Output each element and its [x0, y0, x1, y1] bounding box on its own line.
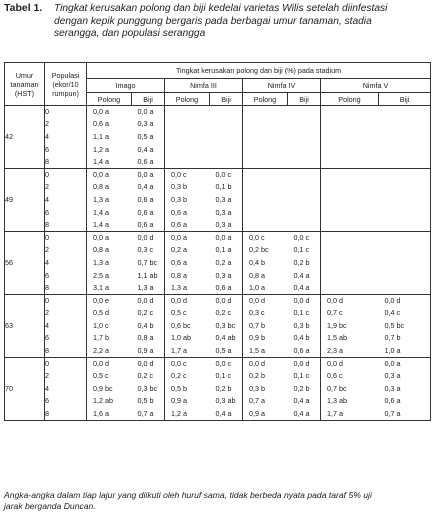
biji-value-cell: 0,2 a	[210, 257, 243, 270]
header-main: Tingkat kerusakan polong dan biji (%) pada stadium	[87, 63, 431, 79]
table-body	[5, 106, 431, 421]
biji-value-cell: 0,4 a	[288, 269, 321, 282]
polong-value-cell: 0,9 a	[243, 408, 288, 421]
biji-value-cell: 0,2 b	[288, 257, 321, 270]
biji-value-cell	[210, 131, 243, 144]
polong-value-cell: 0,6 a	[93, 119, 109, 129]
polong-value-cell: 1,1 a	[93, 131, 109, 141]
biji-value-cell	[379, 269, 431, 282]
biji-value-cell: 0,0 d	[132, 357, 165, 370]
polong-value-cell: 2,5 a	[93, 270, 109, 280]
population-cell: 2	[45, 370, 87, 383]
polong-value-cell: 0,9 a	[171, 396, 187, 406]
polong-value-cell: 0,5 b	[171, 383, 187, 393]
biji-value-cell: 0,0 a	[379, 357, 431, 370]
polong-value-cell: 1,3 a	[165, 282, 210, 295]
polong-value-cell: 0,8 a	[93, 182, 109, 192]
biji-value-cell	[379, 219, 431, 232]
damage-table	[4, 62, 431, 421]
table-row	[5, 168, 431, 181]
polong-value-cell	[165, 143, 210, 156]
table-row	[5, 408, 431, 421]
polong-value-cell	[243, 181, 288, 194]
caption-label: Tabel 1.	[4, 2, 43, 14]
table-row	[5, 194, 431, 207]
table-row	[5, 181, 431, 194]
table-row	[5, 257, 431, 270]
header-age	[5, 63, 45, 106]
biji-value-cell: 0,5 b	[132, 395, 165, 408]
header-biji: Biji	[132, 93, 165, 106]
table-row	[5, 282, 431, 295]
footnote-line-1: Angka-angka dalam tiap lajur yang diikuti oleh huruf sama, tidak berbeda nyata pada taraf 5% uji	[4, 490, 372, 500]
header-biji: Biji	[210, 93, 243, 106]
table-row	[5, 345, 431, 358]
biji-value-cell: 0,6 a	[288, 345, 321, 358]
polong-value-cell: 0,2 b	[249, 371, 265, 381]
biji-value-cell: 0,2 b	[210, 383, 243, 396]
biji-value-cell: 0,3 a	[379, 383, 431, 396]
polong-value-cell: 0,3 b	[171, 182, 187, 192]
polong-value-cell	[321, 219, 379, 232]
table-row	[5, 131, 431, 144]
header-age-line3: (HST)	[14, 88, 35, 98]
biji-value-cell: 0,0 a	[132, 106, 165, 119]
biji-value-cell: 0,3 a	[210, 194, 243, 207]
biji-value-cell	[379, 257, 431, 270]
biji-value-cell: 0,0 d	[132, 294, 165, 307]
biji-value-cell: 0,2 b	[288, 383, 321, 396]
polong-value-cell	[243, 194, 288, 207]
biji-value-cell: 0,5 a	[132, 131, 165, 144]
polong-value-cell: 0,6 a	[171, 257, 187, 267]
polong-value-cell: 1,0 c	[93, 320, 109, 330]
biji-value-cell: 0,4 a	[288, 408, 321, 421]
table-row	[5, 219, 431, 232]
biji-value-cell	[288, 206, 321, 219]
polong-value-cell	[321, 257, 379, 270]
biji-value-cell: 0,7 a	[132, 408, 165, 421]
caption-line-1	[4, 2, 442, 16]
polong-value-cell: 0,3 b	[249, 383, 265, 393]
biji-value-cell: 0,4 c	[379, 307, 431, 320]
polong-value-cell: 1,0 ab	[171, 333, 191, 343]
biji-value-cell: 0,4 a	[132, 181, 165, 194]
polong-value-cell	[321, 156, 379, 169]
biji-value-cell: 0,4 b	[132, 320, 165, 333]
polong-value-cell	[321, 106, 379, 119]
header-stage-nimfa-iii: Nimfa III	[165, 79, 243, 93]
biji-value-cell: 0,1 c	[288, 307, 321, 320]
population-cell: 8	[45, 282, 87, 295]
biji-value-cell: 0,7 a	[379, 408, 431, 421]
polong-value-cell	[165, 106, 210, 119]
polong-value-cell: 2,3 a	[321, 345, 379, 358]
polong-value-cell: 0,0 a	[165, 231, 210, 244]
polong-value-cell	[243, 143, 288, 156]
biji-value-cell	[379, 131, 431, 144]
header-pop-line1: Populasi	[51, 70, 80, 80]
biji-value-cell	[288, 118, 321, 131]
biji-value-cell: 0,0 c	[288, 231, 321, 244]
polong-value-cell: 1,6 a	[87, 408, 132, 421]
polong-value-cell: 1,7 b	[93, 333, 109, 343]
polong-value-cell: 0,2 a	[171, 245, 187, 255]
polong-value-cell: 0,0 d	[243, 294, 288, 307]
biji-value-cell: 0,7 bc	[132, 257, 165, 270]
polong-value-cell: 0,7 a	[249, 396, 265, 406]
population-cell: 4	[45, 257, 87, 270]
biji-value-cell: 0,3 a	[132, 118, 165, 131]
polong-value-cell: 0,9 bc	[93, 383, 113, 393]
biji-value-cell	[288, 143, 321, 156]
table-row	[5, 320, 431, 333]
table-row	[5, 231, 431, 244]
biji-value-cell: 0,6 a	[132, 219, 165, 232]
population-cell: 8	[45, 408, 87, 421]
age-cell: 63	[5, 294, 45, 357]
age-cell: 42	[5, 106, 45, 169]
polong-value-cell: 1,3 a	[93, 257, 109, 267]
biji-value-cell	[210, 143, 243, 156]
table-row	[5, 383, 431, 396]
biji-value-cell: 0,1 c	[288, 370, 321, 383]
polong-value-cell	[243, 206, 288, 219]
biji-value-cell: 0,0 d	[210, 294, 243, 307]
biji-value-cell: 0,1 b	[210, 181, 243, 194]
table-row	[5, 206, 431, 219]
header-biji: Biji	[379, 93, 431, 106]
polong-value-cell	[321, 269, 379, 282]
biji-value-cell: 0,6 a	[132, 206, 165, 219]
biji-value-cell: 0,4 a	[210, 408, 243, 421]
age-cell: 56	[5, 231, 45, 294]
biji-value-cell	[210, 106, 243, 119]
header-biji: Biji	[288, 93, 321, 106]
biji-value-cell: 0,6 a	[132, 156, 165, 169]
caption-line-2: dengan kepik punggung bergaris pada berbagai umur tanaman, stadia	[54, 15, 372, 27]
biji-value-cell: 0,0 a	[132, 168, 165, 181]
footnote-line-2: jarak berganda Duncan.	[4, 501, 96, 511]
polong-value-cell: 1,4 a	[93, 207, 109, 217]
polong-value-cell: 1,2 a	[93, 144, 109, 154]
biji-value-cell	[288, 219, 321, 232]
biji-value-cell	[288, 156, 321, 169]
biji-value-cell	[288, 194, 321, 207]
polong-value-cell: 0,6 a	[171, 207, 187, 217]
biji-value-cell: 0,3 ab	[210, 395, 243, 408]
biji-value-cell: 0,4 a	[288, 395, 321, 408]
biji-value-cell: 0,6 a	[132, 194, 165, 207]
biji-value-cell	[379, 206, 431, 219]
biji-value-cell: 0,2 c	[132, 370, 165, 383]
biji-value-cell: 1,0 a	[379, 345, 431, 358]
polong-value-cell: 0,0 a	[87, 231, 132, 244]
header-population	[45, 63, 87, 106]
polong-value-cell: 0,0 d	[321, 357, 379, 370]
table-row	[5, 143, 431, 156]
biji-value-cell: 0,5 bc	[379, 320, 431, 333]
table-row	[5, 395, 431, 408]
population-cell: 2	[45, 181, 87, 194]
polong-value-cell: 0,6 c	[327, 371, 343, 381]
polong-value-cell	[321, 244, 379, 257]
table-row	[5, 244, 431, 257]
population-cell: 4	[45, 131, 87, 144]
biji-value-cell: 0,1 c	[288, 244, 321, 257]
polong-value-cell: 1,4 a	[87, 156, 132, 169]
header-pop-line3: rumpun)	[52, 88, 79, 98]
biji-value-cell: 0,3 a	[379, 370, 431, 383]
population-cell: 0	[45, 168, 87, 181]
polong-value-cell	[165, 118, 210, 131]
polong-value-cell	[321, 282, 379, 295]
polong-value-cell: 1,2 a	[165, 408, 210, 421]
polong-value-cell	[243, 118, 288, 131]
polong-value-cell	[243, 106, 288, 119]
polong-value-cell: 0,8 a	[93, 245, 109, 255]
population-cell: 8	[45, 219, 87, 232]
population-cell: 0	[45, 106, 87, 119]
caption-line-3: serangga, dan populasi serangga	[54, 28, 206, 40]
polong-value-cell: 0,8 a	[171, 270, 187, 280]
biji-value-cell: 0,4 b	[288, 332, 321, 345]
polong-value-cell: 1,3 ab	[327, 396, 347, 406]
polong-value-cell	[165, 131, 210, 144]
biji-value-cell	[210, 118, 243, 131]
polong-value-cell: 0,0 c	[165, 168, 210, 181]
population-cell: 6	[45, 143, 87, 156]
population-cell: 0	[45, 357, 87, 370]
biji-value-cell: 0,9 a	[132, 345, 165, 358]
polong-value-cell: 0,9 b	[249, 333, 265, 343]
polong-value-cell: 1,0 a	[243, 282, 288, 295]
biji-value-cell	[288, 168, 321, 181]
polong-value-cell	[243, 156, 288, 169]
polong-value-cell	[243, 168, 288, 181]
polong-value-cell	[321, 231, 379, 244]
biji-value-cell: 0,3 a	[210, 269, 243, 282]
polong-value-cell: 0,0 d	[243, 357, 288, 370]
polong-value-cell: 1,7 a	[165, 345, 210, 358]
population-cell: 4	[45, 194, 87, 207]
biji-value-cell: 1,3 a	[132, 282, 165, 295]
population-cell: 8	[45, 156, 87, 169]
population-cell: 0	[45, 231, 87, 244]
biji-value-cell: 0,3 c	[132, 244, 165, 257]
age-cell: 70	[5, 357, 45, 420]
biji-value-cell: 0,8 a	[132, 332, 165, 345]
table-row	[5, 332, 431, 345]
table-row	[5, 370, 431, 383]
biji-value-cell: 0,6 a	[210, 282, 243, 295]
polong-value-cell	[321, 131, 379, 144]
polong-value-cell: 0,4 b	[249, 257, 265, 267]
header-stage-nimfa-v: Nimfa V	[321, 79, 431, 93]
biji-value-cell: 0,0 d	[288, 294, 321, 307]
polong-value-cell: 1,7 a	[321, 408, 379, 421]
polong-value-cell	[321, 118, 379, 131]
table-caption	[4, 2, 442, 41]
header-stage-imago: Imago	[87, 79, 165, 93]
biji-value-cell	[379, 282, 431, 295]
polong-value-cell	[165, 156, 210, 169]
table-row	[5, 357, 431, 370]
polong-value-cell	[321, 206, 379, 219]
polong-value-cell: 2,2 a	[87, 345, 132, 358]
header-polong: Polong	[87, 93, 132, 106]
biji-value-cell	[379, 194, 431, 207]
polong-value-cell: 1,5 ab	[327, 333, 347, 343]
biji-value-cell	[288, 131, 321, 144]
polong-value-cell: 0,8 a	[249, 270, 265, 280]
biji-value-cell: 0,1 c	[210, 370, 243, 383]
biji-value-cell: 0,7 b	[379, 332, 431, 345]
population-cell: 2	[45, 307, 87, 320]
biji-value-cell: 1,1 ab	[132, 269, 165, 282]
biji-value-cell: 0,0 c	[210, 168, 243, 181]
polong-value-cell: 0,5 d	[93, 308, 109, 318]
header-polong: Polong	[165, 93, 210, 106]
polong-value-cell	[321, 181, 379, 194]
polong-value-cell: 1,5 a	[243, 345, 288, 358]
polong-value-cell: 1,9 bc	[327, 320, 347, 330]
biji-value-cell	[379, 156, 431, 169]
biji-value-cell	[379, 244, 431, 257]
polong-value-cell: 3,1 a	[87, 282, 132, 295]
header-polong: Polong	[243, 93, 288, 106]
biji-value-cell: 0,3 bc	[210, 320, 243, 333]
population-cell: 6	[45, 206, 87, 219]
polong-value-cell: 0,3 c	[249, 308, 265, 318]
polong-value-cell: 0,5 c	[93, 371, 109, 381]
polong-value-cell: 1,2 ab	[93, 396, 113, 406]
header-age-line1: Umur	[15, 70, 34, 80]
biji-value-cell: 0,0 d	[288, 357, 321, 370]
header-stage-nimfa-iv: Nimfa IV	[243, 79, 321, 93]
polong-value-cell: 0,6 bc	[171, 320, 191, 330]
biji-value-cell: 0,4 ab	[210, 332, 243, 345]
population-cell: 4	[45, 383, 87, 396]
table-row	[5, 156, 431, 169]
biji-value-cell: 0,2 c	[132, 307, 165, 320]
biji-value-cell: 0,0 d	[132, 231, 165, 244]
table-row	[5, 269, 431, 282]
polong-value-cell: 1,4 a	[87, 219, 132, 232]
biji-value-cell: 0,2 c	[210, 307, 243, 320]
biji-value-cell	[379, 231, 431, 244]
biji-value-cell: 0,0 c	[210, 357, 243, 370]
biji-value-cell: 0,5 a	[210, 345, 243, 358]
polong-value-cell	[243, 219, 288, 232]
biji-value-cell	[379, 106, 431, 119]
polong-value-cell: 0,7 b	[249, 320, 265, 330]
biji-value-cell	[210, 156, 243, 169]
biji-value-cell	[288, 106, 321, 119]
population-cell: 2	[45, 118, 87, 131]
polong-value-cell: 0,0 a	[87, 106, 132, 119]
polong-value-cell: 0,0 d	[165, 294, 210, 307]
polong-value-cell: 0,7 bc	[327, 383, 347, 393]
polong-value-cell: 0,2 c	[171, 371, 187, 381]
polong-value-cell: 1,3 a	[93, 194, 109, 204]
polong-value-cell	[243, 131, 288, 144]
polong-value-cell: 0,2 bc	[249, 245, 269, 255]
population-cell: 6	[45, 332, 87, 345]
polong-value-cell: 0,3 b	[171, 194, 187, 204]
polong-value-cell	[321, 194, 379, 207]
population-cell: 2	[45, 244, 87, 257]
biji-value-cell: 0,1 a	[210, 244, 243, 257]
polong-value-cell: 0,0 d	[321, 294, 379, 307]
biji-value-cell: 0,3 bc	[132, 383, 165, 396]
biji-value-cell: 0,3 a	[210, 219, 243, 232]
biji-value-cell	[379, 118, 431, 131]
age-cell: 49	[5, 168, 45, 231]
table-row	[5, 106, 431, 119]
biji-value-cell: 0,4 a	[288, 282, 321, 295]
polong-value-cell: 0,0 c	[165, 357, 210, 370]
table-row	[5, 307, 431, 320]
table-footnote	[4, 490, 442, 512]
biji-value-cell	[379, 143, 431, 156]
population-cell: 8	[45, 345, 87, 358]
biji-value-cell: 0,0 a	[210, 231, 243, 244]
polong-value-cell: 0,0 c	[243, 231, 288, 244]
polong-value-cell	[321, 168, 379, 181]
header-pop-line2: (ekor/10	[52, 79, 79, 89]
population-cell: 6	[45, 269, 87, 282]
population-cell: 0	[45, 294, 87, 307]
polong-value-cell: 0,5 c	[171, 308, 187, 318]
polong-value-cell: 0,0 e	[87, 294, 132, 307]
polong-value-cell: 0,7 c	[327, 308, 343, 318]
caption-text-1: Tingkat kerusakan polong dan biji kedelai varietas Wilis setelah diinfestasi	[54, 3, 388, 14]
biji-value-cell: 0,4 a	[132, 143, 165, 156]
header-age-line2: tanaman	[10, 79, 39, 89]
polong-value-cell: 0,6 a	[165, 219, 210, 232]
table-row	[5, 118, 431, 131]
biji-value-cell	[379, 181, 431, 194]
table-row	[5, 294, 431, 307]
biji-value-cell	[288, 181, 321, 194]
biji-value-cell: 0,3 a	[210, 206, 243, 219]
polong-value-cell: 0,0 d	[87, 357, 132, 370]
polong-value-cell	[321, 143, 379, 156]
population-cell: 6	[45, 395, 87, 408]
header-polong: Polong	[321, 93, 379, 106]
biji-value-cell: 0,0 d	[379, 294, 431, 307]
polong-value-cell: 0,0 a	[87, 168, 132, 181]
population-cell: 4	[45, 320, 87, 333]
biji-value-cell: 0,3 b	[288, 320, 321, 333]
biji-value-cell: 0,6 a	[379, 395, 431, 408]
biji-value-cell	[379, 168, 431, 181]
